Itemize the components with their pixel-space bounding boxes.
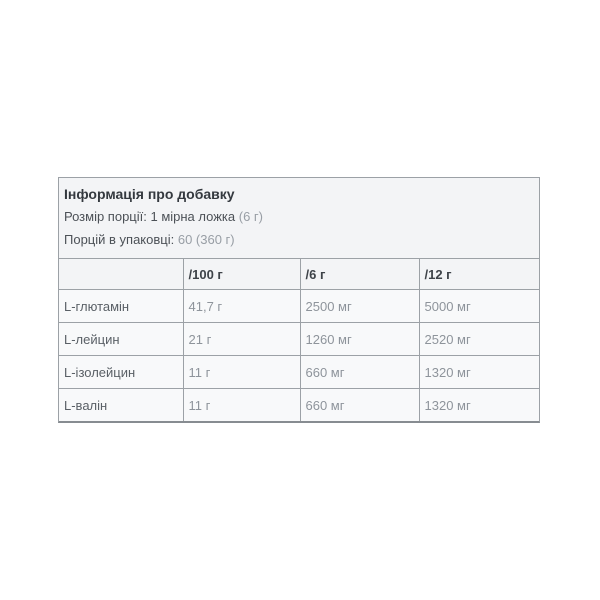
column-header-per-6g: /6 г (300, 259, 419, 290)
column-header-per-12g: /12 г (419, 259, 539, 290)
ingredient-name-cell: L-лейцин (59, 323, 183, 356)
panel-title: Інформація про добавку (64, 186, 235, 202)
servings-per-container-label: Порцій в упаковці: (64, 232, 175, 247)
table-header-row (59, 259, 539, 290)
supplement-facts-panel (58, 177, 540, 423)
servings-per-container-value: 60 (360 г) (177, 232, 235, 247)
column-header-per-100g: /100 г (183, 259, 300, 290)
servings-per-container-line (64, 228, 529, 251)
table-row-glutamine (59, 290, 539, 323)
column-header-ingredient (59, 259, 183, 290)
value-cell-per-6g: 660 мг (300, 356, 419, 389)
table-row-isoleucine (59, 356, 539, 389)
value-cell-per-12g: 1320 мг (419, 356, 539, 389)
ingredient-name-cell: L-глютамін (59, 290, 183, 323)
table-row-valine (59, 389, 539, 422)
value-cell-per-12g: 5000 мг (419, 290, 539, 323)
table-row-leucine (59, 323, 539, 356)
value-cell-per-100g: 11 г (183, 356, 300, 389)
serving-size-value: (6 г) (238, 209, 263, 224)
value-cell-per-100g: 11 г (183, 389, 300, 422)
ingredient-name-cell: L-ізолейцин (59, 356, 183, 389)
value-cell-per-100g: 21 г (183, 323, 300, 356)
ingredient-name-cell: L-валін (59, 389, 183, 422)
nutrition-table (59, 258, 539, 421)
serving-size-label: Розмір порції: 1 мірна ложка (64, 209, 236, 224)
value-cell-per-100g: 41,7 г (183, 290, 300, 323)
value-cell-per-6g: 1260 мг (300, 323, 419, 356)
value-cell-per-12g: 2520 мг (419, 323, 539, 356)
value-cell-per-6g: 2500 мг (300, 290, 419, 323)
value-cell-per-12g: 1320 мг (419, 389, 539, 422)
supplement-info-header (59, 178, 539, 258)
value-cell-per-6g: 660 мг (300, 389, 419, 422)
serving-size-line (64, 205, 529, 228)
